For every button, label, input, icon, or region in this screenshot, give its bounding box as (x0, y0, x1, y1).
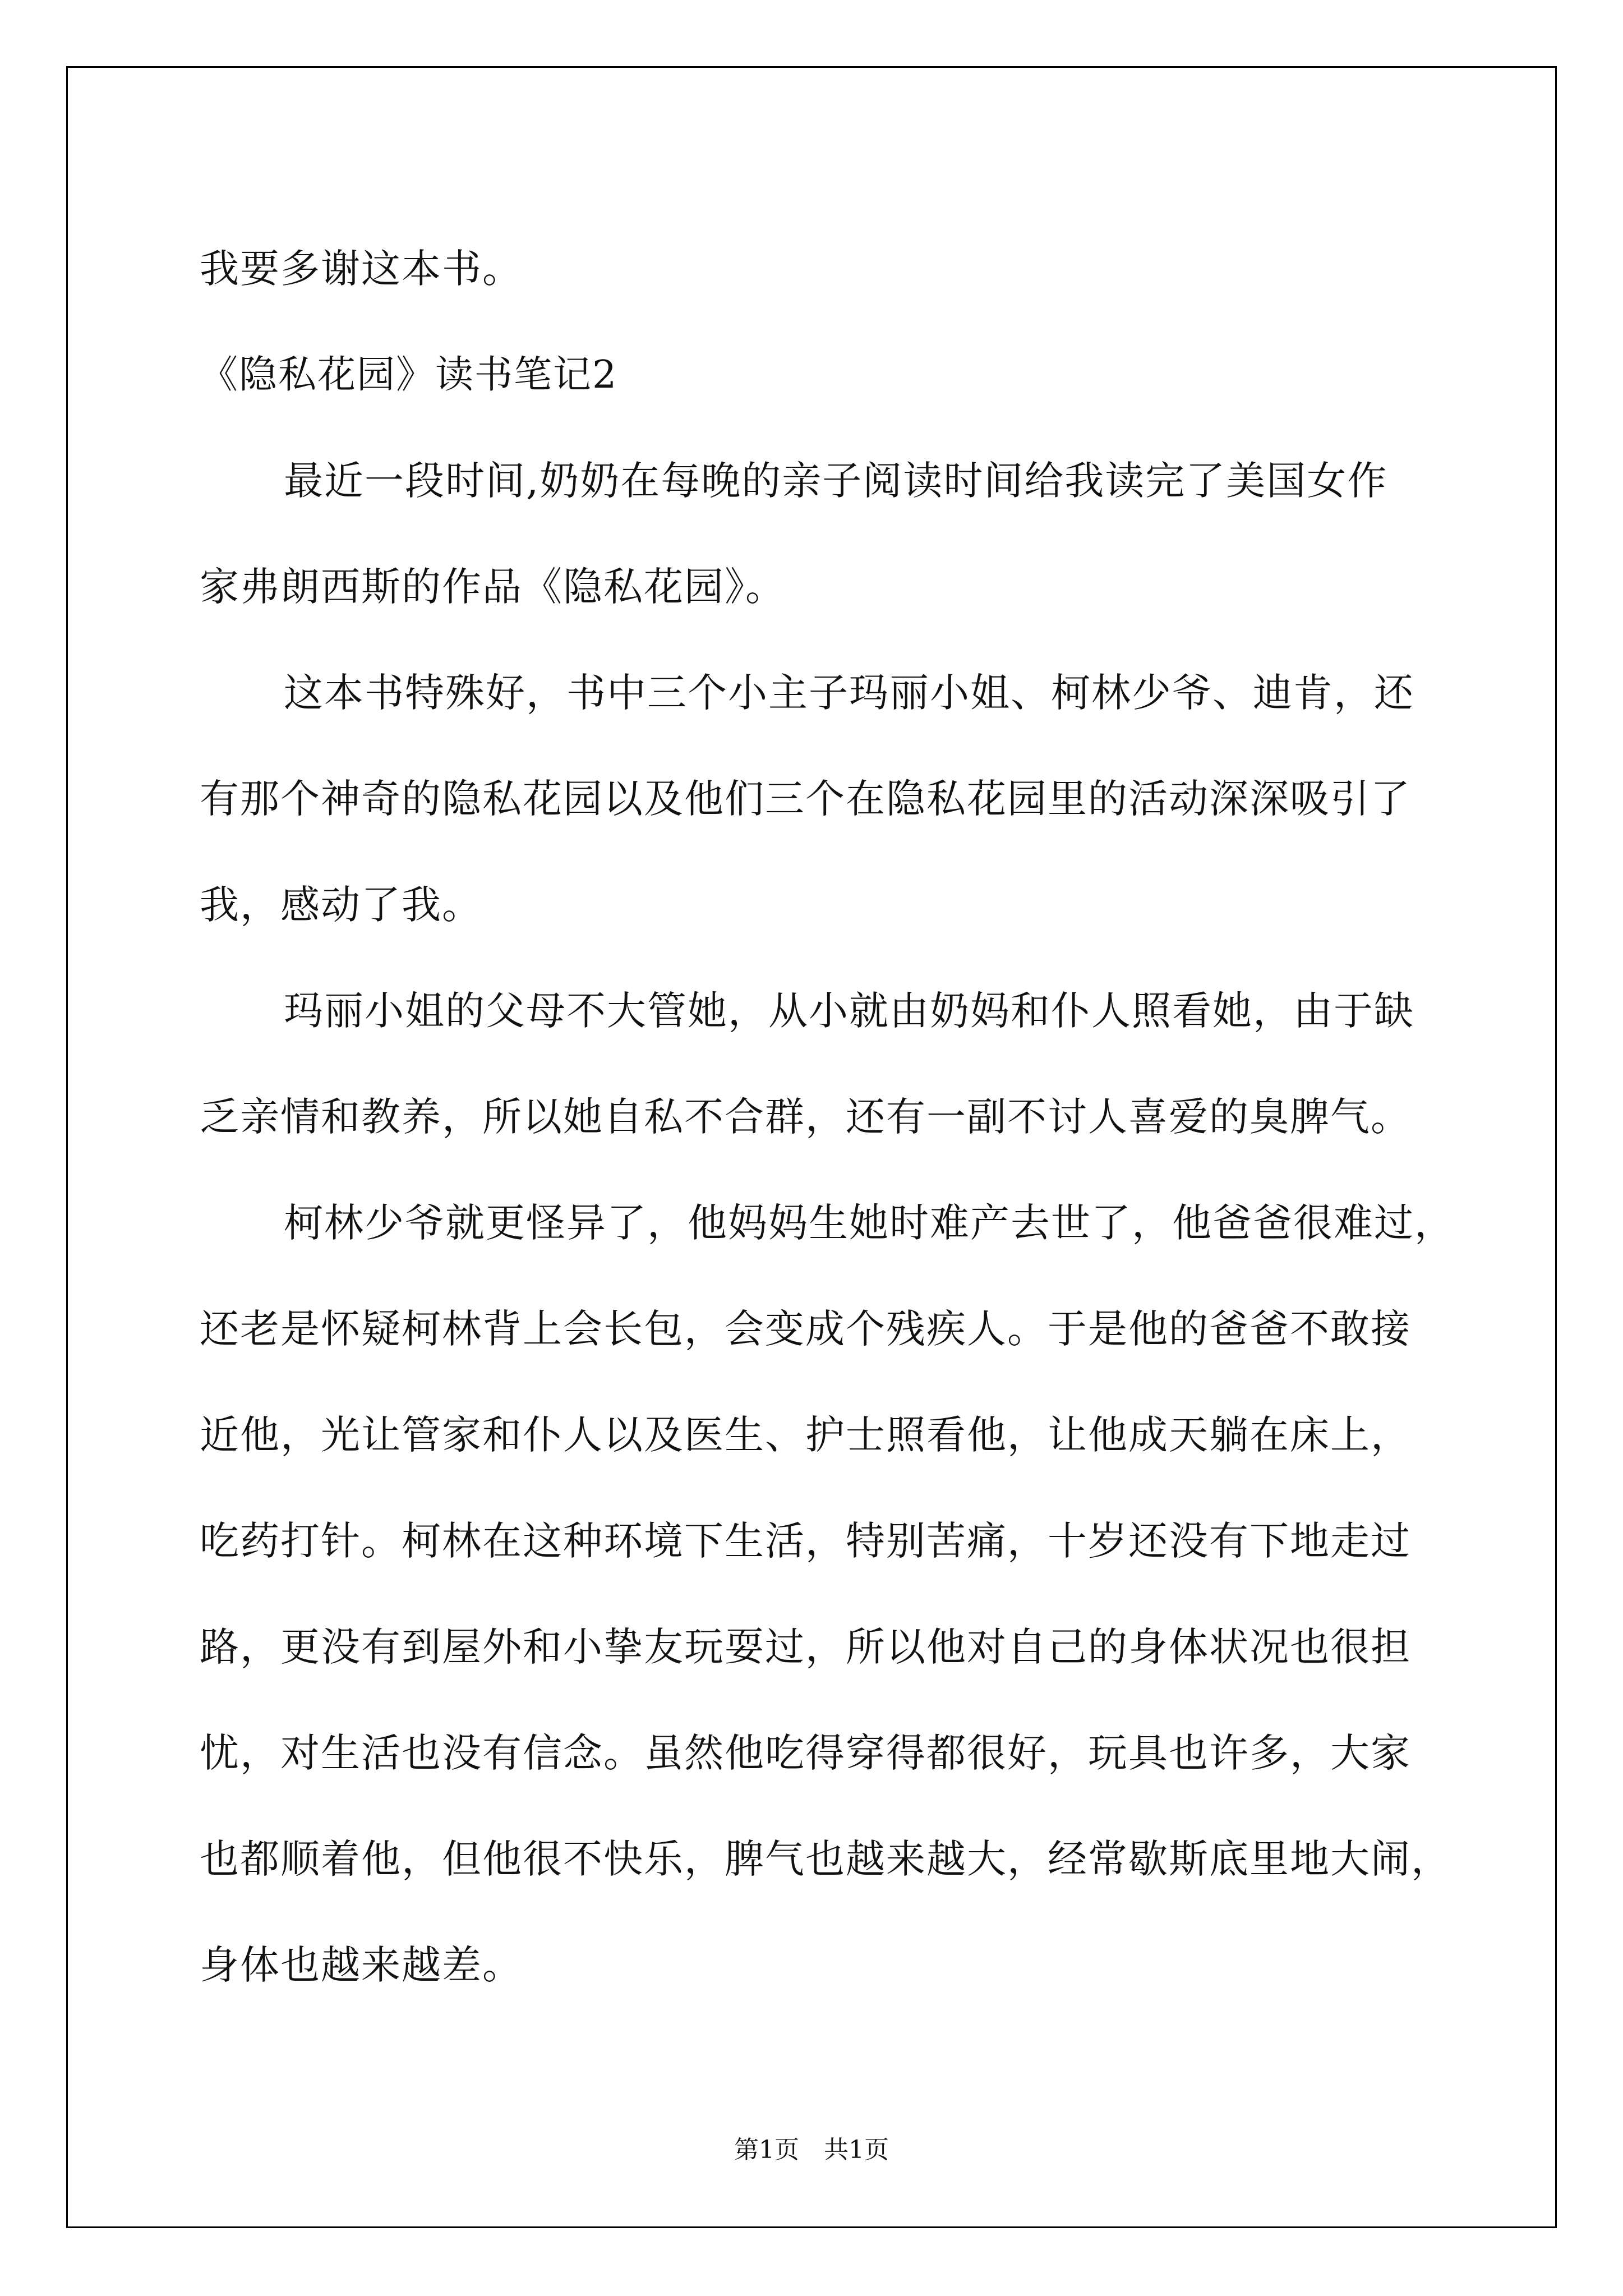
text-line: 柯林少爷就更怪异了，他妈妈生她时难产去世了，他爸爸很难过， (284, 1200, 1455, 1246)
document-body (200, 216, 1455, 2018)
text-line: 近他，光让管家和仆人以及医生、护士照看他，让他成天躺在床上， (200, 1412, 1411, 1458)
text-line: 忧，对生活也没有信念。虽然他吃得穿得都很好，玩具也许多，大家 (200, 1730, 1411, 1776)
text-line: 乏亲情和教养，所以她自私不合群，还有一副不讨人喜爱的臭脾气。 (200, 1094, 1411, 1140)
section-title: 《隐私花园》读书笔记2 (200, 353, 618, 397)
page-footer: 第1页 共1页 (734, 2136, 889, 2164)
text-line: 家弗朗西斯的作品《隐私花园》。 (200, 564, 786, 610)
text-line: 有那个神奇的隐私花园以及他们三个在隐私花园里的活动深深吸引了 (200, 776, 1411, 822)
text-line: 还老是怀疑柯林背上会长包，会变成个残疾人。于是他的爸爸不敢接 (200, 1306, 1411, 1352)
text-line: 我要多谢这本书。 (200, 246, 523, 292)
text-line: 路，更没有到屋外和小挚友玩耍过，所以他对自己的身体状况也很担 (200, 1624, 1411, 1670)
text-line: 这本书特殊好，书中三个小主子玛丽小姐、柯林少爷、迪肯，还 (284, 670, 1414, 716)
text-line: 玛丽小姐的父母不大管她，从小就由奶妈和仆人照看她，由于缺 (284, 988, 1414, 1034)
text-line: 最近一段时间,奶奶在每晚的亲子阅读时间给我读完了美国女作 (284, 458, 1388, 504)
text-line: 我，感动了我。 (200, 882, 482, 928)
text-line: 也都顺着他，但他很不快乐，脾气也越来越大，经常歇斯底里地大闹， (200, 1836, 1451, 1882)
text-line: 身体也越来越差。 (200, 1942, 523, 1988)
text-line: 吃药打针。柯林在这种环境下生活，特别苦痛，十岁还没有下地走过 (200, 1518, 1411, 1564)
